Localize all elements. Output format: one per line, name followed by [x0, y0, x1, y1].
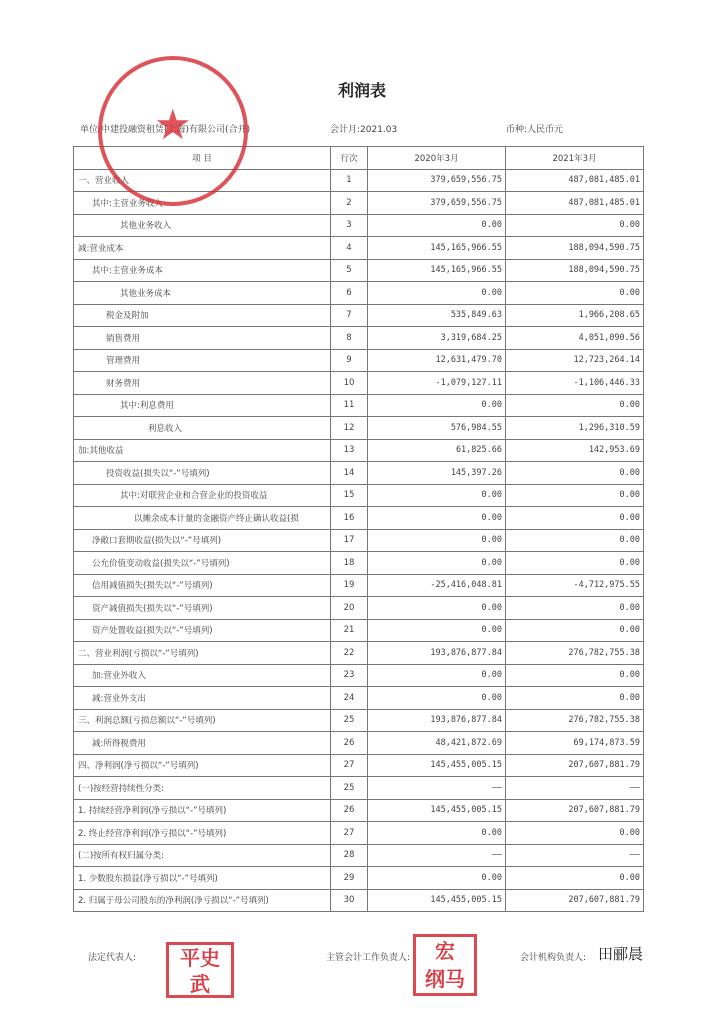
document-title: 利润表	[337, 81, 386, 100]
row-line-no: 4	[331, 237, 368, 260]
table-row	[74, 822, 644, 845]
row-line-no: 10	[331, 372, 368, 395]
header-item: 项 目	[74, 147, 331, 170]
row-value-2021: 276,782,755.38	[506, 642, 644, 665]
row-value-2021: 207,607,881.79	[506, 889, 644, 912]
row-line-no: 27	[331, 822, 368, 845]
row-item: 一、营业收入	[74, 169, 331, 192]
row-value-2020: 145,165,966.55	[368, 259, 506, 282]
row-value-2020: 145,455,005.15	[368, 754, 506, 777]
table-row	[74, 574, 644, 597]
row-line-no: 20	[331, 597, 368, 620]
row-item: 其中:主营业务成本	[74, 259, 331, 282]
row-line-no: 3	[331, 214, 368, 237]
row-line-no: 21	[331, 619, 368, 642]
row-item: 资产处置收益(损失以“-”号填列)	[74, 619, 331, 642]
table-row	[74, 282, 644, 305]
row-value-2021: 1,296,310.59	[506, 417, 644, 440]
row-item: 减:营业成本	[74, 237, 331, 260]
row-value-2020: 0.00	[368, 214, 506, 237]
header-2021: 2021年3月	[506, 147, 644, 170]
row-item: 其他业务成本	[74, 282, 331, 305]
table-row	[74, 777, 644, 800]
row-line-no: 22	[331, 642, 368, 665]
row-item: 其他业务收入	[74, 214, 331, 237]
table-row	[74, 844, 644, 867]
table-row	[74, 214, 644, 237]
row-value-2021: 276,782,755.38	[506, 709, 644, 732]
row-value-2021: 0.00	[506, 484, 644, 507]
row-value-2021: 0.00	[506, 214, 644, 237]
row-value-2021: 0.00	[506, 619, 644, 642]
row-value-2020: 0.00	[368, 394, 506, 417]
row-item: 2. 归属于母公司股东的净利润(净亏损以“-”号填列)	[74, 889, 331, 912]
accounting-period: 会计月:2021.03	[330, 125, 398, 135]
table-row	[74, 372, 644, 395]
row-value-2020: 379,659,556.75	[368, 192, 506, 215]
row-value-2020: 0.00	[368, 529, 506, 552]
accounting-head-stamp: 宏 纲马	[413, 934, 477, 996]
row-line-no: 24	[331, 687, 368, 710]
row-item: 三、利润总额(亏损总额以“-”号填列)	[74, 709, 331, 732]
row-item: 其中:主营业务收入	[74, 192, 331, 215]
handwritten-signature: 田郦晨	[598, 945, 644, 963]
row-line-no: 1	[331, 169, 368, 192]
row-value-2020: 379,659,556.75	[368, 169, 506, 192]
row-item: (二)按所有权归属分类:	[74, 844, 331, 867]
row-value-2020: 0.00	[368, 282, 506, 305]
row-value-2021: 0.00	[506, 507, 644, 530]
row-item: 净敞口套期收益(损失以“-”号填列)	[74, 529, 331, 552]
row-value-2020: 0.00	[368, 687, 506, 710]
table-row	[74, 327, 644, 350]
row-value-2021: 0.00	[506, 822, 644, 845]
row-line-no: 23	[331, 664, 368, 687]
row-value-2021: -4,712,975.55	[506, 574, 644, 597]
row-line-no: 8	[331, 327, 368, 350]
row-value-2020: 0.00	[368, 664, 506, 687]
table-row	[74, 597, 644, 620]
table-row	[74, 394, 644, 417]
row-line-no: 25	[331, 709, 368, 732]
company-seal	[98, 56, 248, 206]
row-item: 四、净利润(净亏损以“-”号填列)	[74, 754, 331, 777]
table-row	[74, 237, 644, 260]
table-row	[74, 867, 644, 890]
currency: 币种:人民币元	[506, 125, 564, 135]
row-value-2021: 487,081,485.01	[506, 169, 644, 192]
row-line-no: 17	[331, 529, 368, 552]
row-item: (一)按经营持续性分类:	[74, 777, 331, 800]
legal-rep-label: 法定代表人:	[88, 953, 137, 963]
row-line-no: 19	[331, 574, 368, 597]
row-value-2021: 0.00	[506, 462, 644, 485]
table-row	[74, 664, 644, 687]
table-row	[74, 642, 644, 665]
row-line-no: 15	[331, 484, 368, 507]
row-value-2021: -1,106,446.33	[506, 372, 644, 395]
row-line-no: 11	[331, 394, 368, 417]
row-value-2021: 0.00	[506, 552, 644, 575]
row-value-2021: 142,953.69	[506, 439, 644, 462]
header-line-no: 行次	[331, 147, 368, 170]
row-line-no: 18	[331, 552, 368, 575]
row-line-no: 26	[331, 799, 368, 822]
row-value-2020: 576,984.55	[368, 417, 506, 440]
row-value-2021: ——	[506, 844, 644, 867]
row-value-2020: 145,455,005.15	[368, 889, 506, 912]
row-item: 其中:对联营企业和合营企业的投资收益	[74, 484, 331, 507]
row-value-2020: 0.00	[368, 507, 506, 530]
row-line-no: 12	[331, 417, 368, 440]
row-value-2021: ——	[506, 777, 644, 800]
row-line-no: 27	[331, 754, 368, 777]
row-value-2020: 0.00	[368, 552, 506, 575]
row-line-no: 30	[331, 889, 368, 912]
header-2020: 2020年3月	[368, 147, 506, 170]
row-value-2021: 0.00	[506, 687, 644, 710]
row-value-2021: 69,174,873.59	[506, 732, 644, 755]
table-row	[74, 732, 644, 755]
row-value-2021: 0.00	[506, 394, 644, 417]
accounting-head-label: 主管会计工作负责人:	[326, 953, 411, 963]
row-value-2021: 0.00	[506, 867, 644, 890]
row-item: 税金及附加	[74, 304, 331, 327]
row-value-2020: ——	[368, 844, 506, 867]
row-value-2020: 145,455,005.15	[368, 799, 506, 822]
row-item: 信用减值损失(损失以“-”号填列)	[74, 574, 331, 597]
row-value-2020: ——	[368, 777, 506, 800]
table-row	[74, 709, 644, 732]
row-value-2021: 12,723,264.14	[506, 349, 644, 372]
row-item: 加:其他收益	[74, 439, 331, 462]
row-value-2020: 0.00	[368, 867, 506, 890]
table-row	[74, 439, 644, 462]
row-item: 管理费用	[74, 349, 331, 372]
row-value-2020: 193,876,877.84	[368, 642, 506, 665]
row-value-2020: 0.00	[368, 484, 506, 507]
row-item: 1. 持续经营净利润(净亏损以“-”号填列)	[74, 799, 331, 822]
row-value-2021: 0.00	[506, 597, 644, 620]
row-item: 2. 终止经营净利润(净亏损以“-”号填列)	[74, 822, 331, 845]
row-value-2021: 4,051,090.56	[506, 327, 644, 350]
row-value-2020: 3,319,684.25	[368, 327, 506, 350]
row-value-2020: 12,631,479.70	[368, 349, 506, 372]
row-line-no: 13	[331, 439, 368, 462]
row-line-no: 5	[331, 259, 368, 282]
row-value-2020: 0.00	[368, 619, 506, 642]
row-item: 二、营业利润(亏损以“-”号填列)	[74, 642, 331, 665]
row-value-2021: 188,094,590.75	[506, 237, 644, 260]
table-row	[74, 529, 644, 552]
row-item: 减:所得税费用	[74, 732, 331, 755]
table-row	[74, 259, 644, 282]
table-row	[74, 507, 644, 530]
legal-rep-stamp: 平史 武	[166, 942, 234, 998]
row-value-2021: 207,607,881.79	[506, 754, 644, 777]
row-value-2021: 0.00	[506, 282, 644, 305]
row-item: 公允价值变动收益(损失以“-”号填列)	[74, 552, 331, 575]
row-value-2021: 188,094,590.75	[506, 259, 644, 282]
table-row	[74, 484, 644, 507]
row-line-no: 2	[331, 192, 368, 215]
table-row	[74, 889, 644, 912]
row-line-no: 9	[331, 349, 368, 372]
seal-star-icon: ★	[154, 100, 192, 149]
table-row	[74, 619, 644, 642]
row-item: 销售费用	[74, 327, 331, 350]
row-value-2020: 61,825.66	[368, 439, 506, 462]
row-value-2020: 535,849.63	[368, 304, 506, 327]
row-line-no: 6	[331, 282, 368, 305]
row-value-2020: -25,416,048.81	[368, 574, 506, 597]
accounting-dept-head-label: 会计机构负责人:	[520, 953, 587, 963]
row-value-2021: 207,607,881.79	[506, 799, 644, 822]
row-value-2020: 0.00	[368, 822, 506, 845]
row-item: 财务费用	[74, 372, 331, 395]
table-row	[74, 687, 644, 710]
table-row	[74, 754, 644, 777]
row-item: 加:营业外收入	[74, 664, 331, 687]
table-row	[74, 304, 644, 327]
row-value-2020: 145,165,966.55	[368, 237, 506, 260]
row-item: 以摊余成本计量的金融资产终止确认收益(损	[74, 507, 331, 530]
row-value-2020: 145,397.26	[368, 462, 506, 485]
row-item: 投资收益(损失以“-”号填列)	[74, 462, 331, 485]
row-item: 资产减值损失(损失以“-”号填列)	[74, 597, 331, 620]
row-line-no: 25	[331, 777, 368, 800]
income-statement-table	[73, 146, 644, 912]
row-value-2020: 193,876,877.84	[368, 709, 506, 732]
row-line-no: 26	[331, 732, 368, 755]
company-unit: 单位:中建投融资租赁(上海)有限公司(合并)	[80, 125, 251, 135]
row-line-no: 16	[331, 507, 368, 530]
table-row	[74, 799, 644, 822]
row-line-no: 7	[331, 304, 368, 327]
table-row	[74, 349, 644, 372]
row-line-no: 28	[331, 844, 368, 867]
row-value-2021: 0.00	[506, 529, 644, 552]
row-line-no: 29	[331, 867, 368, 890]
row-item: 1. 少数股东损益(净亏损以“-”号填列)	[74, 867, 331, 890]
row-value-2021: 487,081,485.01	[506, 192, 644, 215]
row-item: 利息收入	[74, 417, 331, 440]
row-item: 减:营业外支出	[74, 687, 331, 710]
table-row	[74, 552, 644, 575]
row-line-no: 14	[331, 462, 368, 485]
row-value-2020: -1,079,127.11	[368, 372, 506, 395]
table-row	[74, 462, 644, 485]
row-value-2020: 48,421,872.69	[368, 732, 506, 755]
table-row	[74, 417, 644, 440]
row-value-2020: 0.00	[368, 597, 506, 620]
row-value-2021: 0.00	[506, 664, 644, 687]
row-value-2021: 1,966,208.65	[506, 304, 644, 327]
row-item: 其中:利息费用	[74, 394, 331, 417]
